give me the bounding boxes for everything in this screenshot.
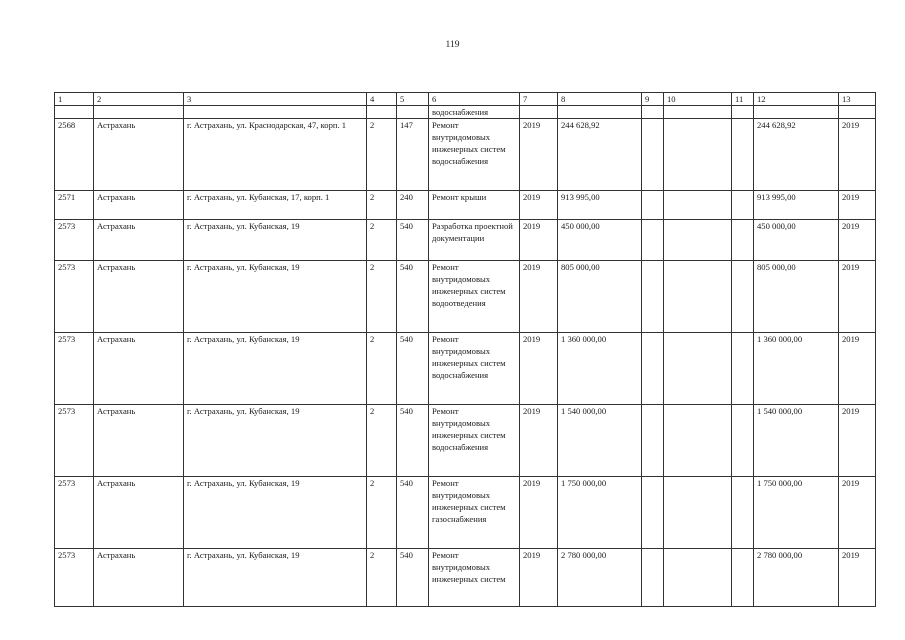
col-11-cell: 11 [732, 93, 754, 106]
col-4-cell: 2 [367, 477, 397, 549]
col-work-type-cell: Ремонт внутридомовых инженерных систем водоснабжения [429, 405, 520, 477]
col-year-end-cell: 2019 [839, 477, 876, 549]
col-11-cell [732, 119, 754, 191]
col-year-cell: 2019 [520, 191, 558, 220]
col-work-type-cell: Ремонт внутридомовых инженерных систем водоснабжения [429, 119, 520, 191]
col-4-cell: 2 [367, 405, 397, 477]
col-number-cell: 2571 [55, 191, 94, 220]
col-5-cell: 147 [397, 119, 429, 191]
table-row [55, 405, 876, 477]
col-10-cell [664, 261, 732, 333]
col-5-cell: 540 [397, 220, 429, 261]
col-total-cell: 1 750 000,00 [754, 477, 839, 549]
col-address-cell: г. Астрахань, ул. Кубанская, 19 [184, 333, 367, 405]
col-year-cell: 2019 [520, 119, 558, 191]
col-city-cell: Астрахань [94, 261, 184, 333]
registry-table [54, 92, 876, 607]
col-year-end-cell: 2019 [839, 405, 876, 477]
col-number-cell [55, 106, 94, 119]
col-total-cell: 1 360 000,00 [754, 333, 839, 405]
col-city-cell: Астрахань [94, 191, 184, 220]
col-4-cell: 2 [367, 261, 397, 333]
col-cost-cell: 805 000,00 [558, 261, 642, 333]
col-year-cell: 2019 [520, 405, 558, 477]
table-row [55, 191, 876, 220]
col-total-cell [754, 106, 839, 119]
col-cost-cell: 244 628,92 [558, 119, 642, 191]
col-cost-cell: 2 780 000,00 [558, 549, 642, 607]
table-row [55, 333, 876, 405]
col-10-cell [664, 119, 732, 191]
col-number-cell: 2573 [55, 477, 94, 549]
col-10-cell [664, 405, 732, 477]
col-total-cell: 244 628,92 [754, 119, 839, 191]
col-5-cell: 540 [397, 333, 429, 405]
table-row [55, 261, 876, 333]
col-9-cell [642, 261, 664, 333]
col-9-cell: 9 [642, 93, 664, 106]
col-year-end-cell: 2019 [839, 119, 876, 191]
col-5-cell: 540 [397, 405, 429, 477]
col-5-cell: 5 [397, 93, 429, 106]
col-city-cell: Астрахань [94, 220, 184, 261]
col-10-cell [664, 106, 732, 119]
col-cost-cell [558, 106, 642, 119]
col-4-cell: 2 [367, 119, 397, 191]
col-5-cell [397, 106, 429, 119]
col-9-cell [642, 549, 664, 607]
col-work-type-cell: Ремонт крыши [429, 191, 520, 220]
col-work-type-cell: водоснабжения [429, 106, 520, 119]
col-10-cell [664, 549, 732, 607]
col-city-cell: Астрахань [94, 333, 184, 405]
col-year-cell: 2019 [520, 549, 558, 607]
col-11-cell [732, 106, 754, 119]
col-city-cell: Астрахань [94, 477, 184, 549]
col-5-cell: 540 [397, 261, 429, 333]
col-9-cell [642, 405, 664, 477]
col-total-cell: 1 540 000,00 [754, 405, 839, 477]
col-9-cell [642, 333, 664, 405]
col-11-cell [732, 549, 754, 607]
col-5-cell: 540 [397, 477, 429, 549]
col-4-cell [367, 106, 397, 119]
col-4-cell: 2 [367, 549, 397, 607]
col-9-cell [642, 119, 664, 191]
col-number-cell: 1 [55, 93, 94, 106]
col-10-cell [664, 220, 732, 261]
col-year-end-cell: 2019 [839, 333, 876, 405]
col-year-cell: 2019 [520, 261, 558, 333]
col-9-cell [642, 220, 664, 261]
col-year-cell: 2019 [520, 220, 558, 261]
col-9-cell [642, 477, 664, 549]
col-4-cell: 2 [367, 333, 397, 405]
col-year-cell: 2019 [520, 333, 558, 405]
col-year-end-cell: 13 [839, 93, 876, 106]
col-city-cell: 2 [94, 93, 184, 106]
col-address-cell: г. Астрахань, ул. Кубанская, 19 [184, 405, 367, 477]
col-total-cell: 450 000,00 [754, 220, 839, 261]
col-11-cell [732, 405, 754, 477]
continuation-row [55, 106, 876, 119]
col-5-cell: 540 [397, 549, 429, 607]
col-address-cell: г. Астрахань, ул. Кубанская, 19 [184, 477, 367, 549]
col-number-cell: 2568 [55, 119, 94, 191]
col-work-type-cell: Ремонт внутридомовых инженерных систем [429, 549, 520, 607]
col-work-type-cell: Ремонт внутридомовых инженерных систем водоотведения [429, 261, 520, 333]
col-address-cell: г. Астрахань, ул. Кубанская, 17, корп. 1 [184, 191, 367, 220]
col-year-cell: 7 [520, 93, 558, 106]
col-address-cell: 3 [184, 93, 367, 106]
col-address-cell [184, 106, 367, 119]
col-number-cell: 2573 [55, 261, 94, 333]
col-4-cell: 2 [367, 191, 397, 220]
col-address-cell: г. Астрахань, ул. Кубанская, 19 [184, 220, 367, 261]
col-4-cell: 4 [367, 93, 397, 106]
col-year-end-cell: 2019 [839, 220, 876, 261]
col-number-cell: 2573 [55, 405, 94, 477]
col-cost-cell: 1 750 000,00 [558, 477, 642, 549]
col-address-cell: г. Астрахань, ул. Кубанская, 19 [184, 549, 367, 607]
col-10-cell [664, 191, 732, 220]
col-cost-cell: 1 540 000,00 [558, 405, 642, 477]
col-total-cell: 12 [754, 93, 839, 106]
table-header-row [55, 93, 876, 106]
col-11-cell [732, 220, 754, 261]
col-number-cell: 2573 [55, 549, 94, 607]
col-total-cell: 2 780 000,00 [754, 549, 839, 607]
col-number-cell: 2573 [55, 333, 94, 405]
col-11-cell [732, 477, 754, 549]
col-11-cell [732, 261, 754, 333]
page-number: 119 [445, 40, 460, 50]
col-address-cell: г. Астрахань, ул. Кубанская, 19 [184, 261, 367, 333]
col-9-cell [642, 106, 664, 119]
col-10-cell [664, 477, 732, 549]
col-city-cell: Астрахань [94, 405, 184, 477]
col-5-cell: 240 [397, 191, 429, 220]
col-number-cell: 2573 [55, 220, 94, 261]
col-total-cell: 913 995,00 [754, 191, 839, 220]
col-city-cell: Астрахань [94, 119, 184, 191]
col-9-cell [642, 191, 664, 220]
col-work-type-cell: Разработка проектной документации [429, 220, 520, 261]
col-work-type-cell: 6 [429, 93, 520, 106]
col-total-cell: 805 000,00 [754, 261, 839, 333]
col-11-cell [732, 191, 754, 220]
col-city-cell [94, 106, 184, 119]
table-row [55, 477, 876, 549]
table-row [55, 549, 876, 607]
col-year-end-cell: 2019 [839, 191, 876, 220]
col-11-cell [732, 333, 754, 405]
col-cost-cell: 913 995,00 [558, 191, 642, 220]
col-year-end-cell: 2019 [839, 261, 876, 333]
col-4-cell: 2 [367, 220, 397, 261]
col-cost-cell: 8 [558, 93, 642, 106]
col-cost-cell: 450 000,00 [558, 220, 642, 261]
col-10-cell: 10 [664, 93, 732, 106]
col-year-cell: 2019 [520, 477, 558, 549]
col-address-cell: г. Астрахань, ул. Краснодарская, 47, корп. 1 [184, 119, 367, 191]
col-cost-cell: 1 360 000,00 [558, 333, 642, 405]
col-city-cell: Астрахань [94, 549, 184, 607]
table-row [55, 119, 876, 191]
col-year-end-cell [839, 106, 876, 119]
col-work-type-cell: Ремонт внутридомовых инженерных систем газоснабжения [429, 477, 520, 549]
col-work-type-cell: Ремонт внутридомовых инженерных систем водоснабжения [429, 333, 520, 405]
col-10-cell [664, 333, 732, 405]
col-year-cell [520, 106, 558, 119]
registry-table-body [55, 93, 876, 607]
col-year-end-cell: 2019 [839, 549, 876, 607]
table-row [55, 220, 876, 261]
